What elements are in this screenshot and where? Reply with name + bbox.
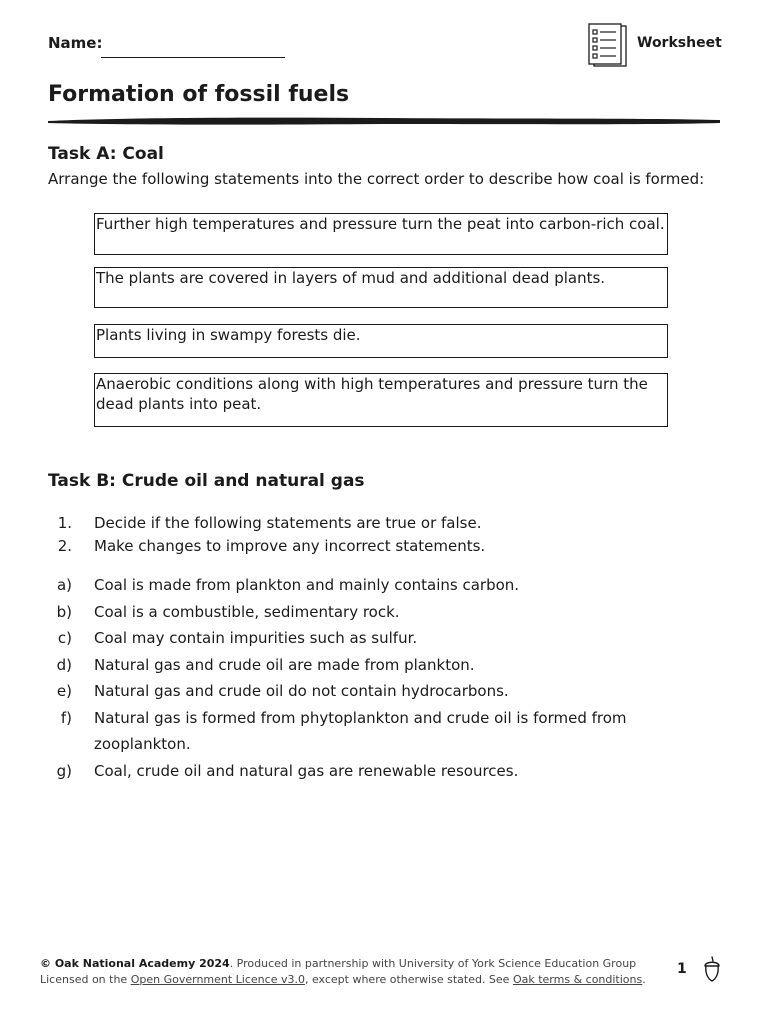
statement-text: Coal may contain impurities such as sulfur.	[94, 629, 418, 647]
statement-text: Coal is a combustible, sedimentary rock.	[94, 602, 400, 621]
instruction-text: Make changes to improve any incorrect statements.	[94, 537, 486, 555]
licence-prefix: Licensed on the	[40, 972, 131, 986]
instruction-number: 2.	[57, 537, 72, 555]
statement-letter: f)	[60, 708, 72, 727]
name-input-line[interactable]	[101, 57, 285, 58]
licence-link[interactable]: Open Government Licence v3.0	[130, 972, 305, 986]
statement-text: Natural gas and crude oil do not contain hydrocarbons.	[94, 682, 509, 700]
task-a-heading: Task A: Coal	[48, 144, 164, 164]
instruction-list	[48, 512, 485, 558]
partnership-text: . Produced in partnership with University of York Science Education Group	[229, 957, 637, 970]
statement-item	[48, 599, 668, 626]
statement-list	[48, 572, 668, 784]
licence-mid: , except where otherwise stated. See	[304, 972, 513, 986]
statement-card[interactable]: Plants living in swampy forests die.	[94, 324, 668, 358]
statement-letter: c)	[57, 629, 72, 647]
instruction-number: 1.	[57, 514, 72, 532]
statement-item	[48, 678, 668, 705]
footer-line-1	[40, 956, 646, 972]
footer-line-2	[40, 972, 646, 988]
statement-letter: e)	[56, 682, 72, 700]
worksheet-label: Worksheet	[637, 35, 722, 51]
statement-item	[48, 758, 668, 785]
statement-item	[48, 572, 668, 599]
page-title: Formation of fossil fuels	[48, 82, 350, 107]
instruction-item	[48, 535, 485, 558]
licence-end: .	[642, 972, 646, 986]
terms-link[interactable]: Oak terms & conditions	[512, 972, 643, 986]
statement-text: Coal is made from plankton and mainly contains carbon.	[94, 576, 520, 594]
statement-item	[48, 705, 668, 758]
footer-credits	[40, 956, 646, 987]
statement-card[interactable]: Anaerobic conditions along with high temperatures and pressure turn the dead plants into peat.	[94, 373, 668, 427]
task-b-heading: Task B: Crude oil and natural gas	[48, 471, 365, 491]
statement-text: Natural gas and crude oil are made from plankton.	[94, 655, 475, 674]
copyright: © Oak National Academy 2024	[40, 957, 230, 970]
worksheet-checklist-icon	[586, 22, 630, 68]
page-number: 1	[677, 961, 687, 977]
statement-letter: g)	[56, 761, 72, 780]
statement-letter: a)	[56, 576, 72, 594]
statement-item	[48, 652, 668, 679]
statement-card[interactable]: The plants are covered in layers of mud and additional dead plants.	[94, 267, 668, 308]
statement-letter: d)	[56, 655, 72, 674]
name-label: Name:	[48, 34, 103, 52]
instruction-text: Decide if the following statements are true or false.	[94, 514, 482, 532]
task-a-intro: Arrange the following statements into the correct order to describe how coal is formed:	[48, 170, 705, 188]
statement-text: Natural gas is formed from phytoplankton and crude oil is formed from zooplankton.	[94, 708, 627, 753]
statement-letter: b)	[56, 602, 72, 621]
statement-text: Coal, crude oil and natural gas are renewable resources.	[94, 761, 519, 780]
statement-item	[48, 625, 668, 652]
instruction-item	[48, 512, 485, 535]
statement-card[interactable]: Further high temperatures and pressure turn the peat into carbon-rich coal.	[94, 213, 668, 255]
title-underline-divider	[46, 115, 722, 127]
oak-acorn-icon	[700, 955, 724, 983]
